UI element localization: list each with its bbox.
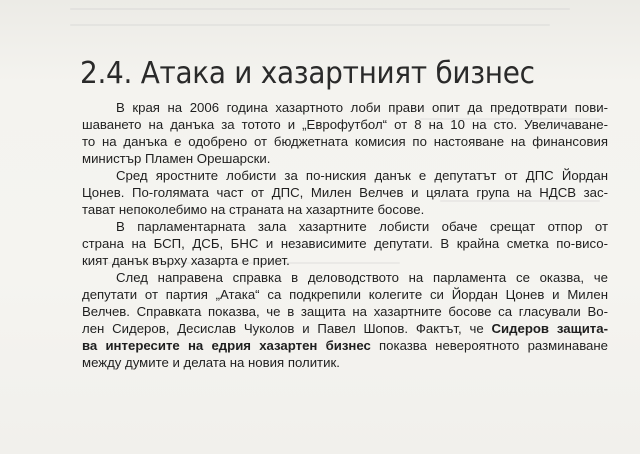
text-line: министър Пламен Орешарски. [82, 151, 271, 166]
text-segment: лен Сидеров, Десислав Чуколов и Павел Шопов. Фактът, че [82, 321, 492, 336]
emphasis-text: ва интересите на едрия хазартен бизнес [82, 338, 371, 353]
text-line: В края на 2006 година хазартното лоби прави опит да предотврати пови- [116, 100, 608, 115]
text-line: шаването на данъка за тотото и „Еврофутбол“ от 8 на 10 на сто. Увеличаване- [82, 117, 608, 132]
text-line: Сред яростните лобисти за по-ниския данък е депутатът от ДПС Йордан [116, 168, 608, 183]
section-heading: 2.4. Атака и хазартният бизнес [80, 56, 535, 91]
paragraph-1 [82, 99, 608, 167]
text-line: След направена справка в деловодството на парламента се оказва, че [116, 270, 608, 285]
text-line: депутати от партия „Атака“ са подкрепили колегите си Йордан Цонев и Милен [82, 287, 608, 302]
text-segment: показва невероятното разминаване [370, 338, 609, 353]
text-line [82, 320, 608, 337]
text-line: то на данъка е одобрено от бюджетната комисия по настояване на финансовия [82, 134, 608, 149]
text-line: кият данък върху хазарта е приет. [82, 253, 290, 268]
paragraph-2 [82, 167, 608, 218]
body-text [82, 99, 608, 371]
paragraph-3 [82, 218, 608, 269]
emphasis-text: Сидеров защита- [491, 321, 608, 336]
bleed-through-line [70, 8, 570, 10]
text-line: между думите и делата на новия политик. [82, 355, 340, 370]
text-line [82, 337, 608, 354]
text-line: Цонев. По-голямата част от ДПС, Милен Велчев и цялата група на НДСВ зас- [82, 185, 608, 200]
bleed-through-line [70, 24, 550, 26]
text-line: В парламентарната зала хазартните лобисти обаче срещат отпор от [116, 219, 608, 234]
text-line: тават непоколебимо на страната на хазартните босове. [82, 202, 425, 217]
text-line: Велчев. Справката показва, че в защита на хазартните босове са гласували Во- [82, 304, 608, 319]
text-line: страна на БСП, ДСБ, БНС и независимите депутати. В крайна сметка по-висо- [82, 236, 608, 251]
paragraph-4 [82, 269, 608, 371]
